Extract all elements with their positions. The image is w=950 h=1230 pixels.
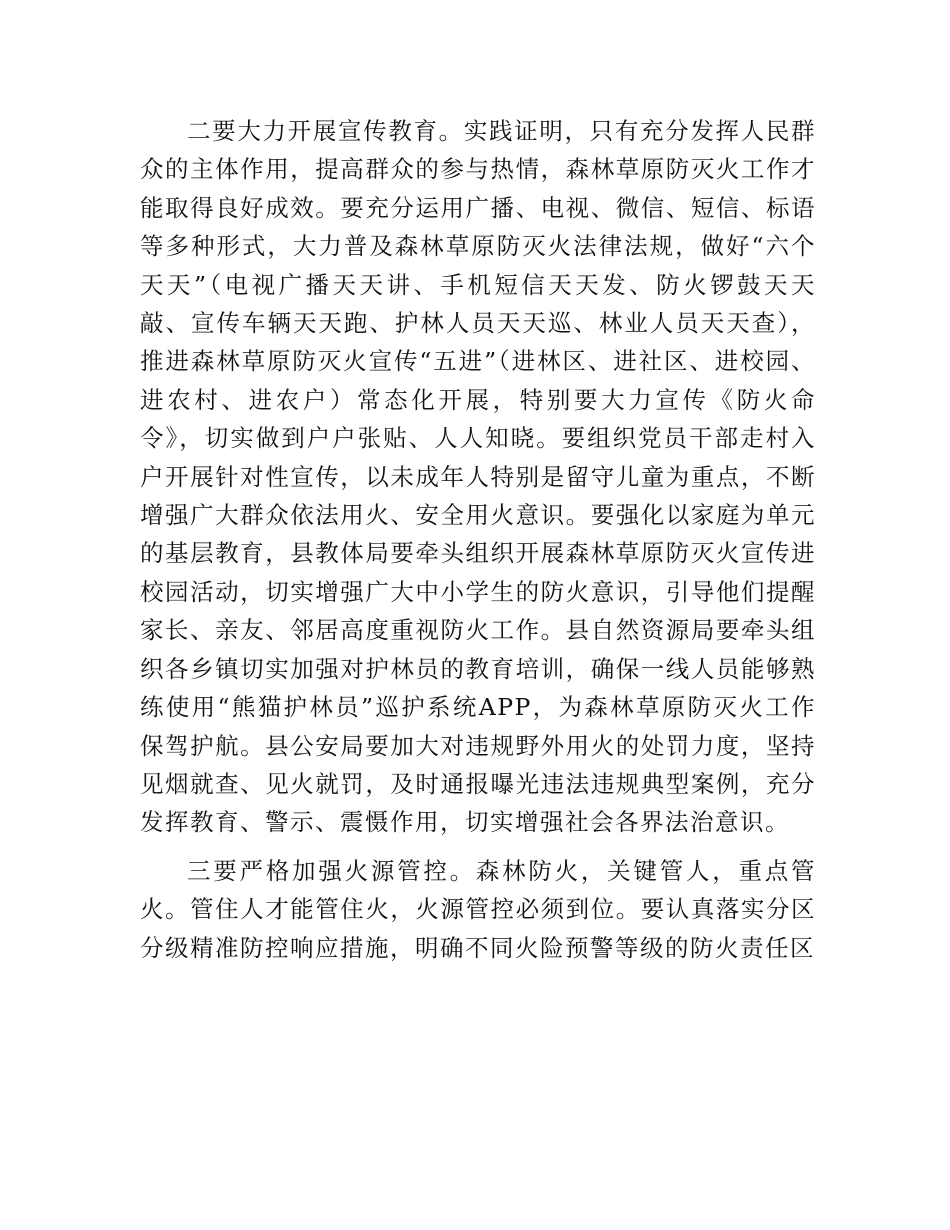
paragraph-fire-prevention-publicity: 二要大力开展宣传教育。实践证明，只有充分发挥人民群众的主体作用，提高群众的参与热情，森林草原防灭火工作才能取得良好成效。要充分运用广播、电视、微信、短信、标语等多种形式，大力普及森林草原防灭火法律法规，做好“六个天天”（电视广播天天讲、手机短信天天发、防火锣鼓天天敲、宣传车辆天天跑、护林人员天天巡、林业人员天天查），推进森林草原防灭火宣传“五进”（进林区、进社区、进校园、进农村、进农户）常态化开展，特别要大力宣传《防火命令》，切实做到户户张贴、人人知晓。要组织党员干部走村入户开展针对性宣传，以未成年人特别是留守儿童为重点，不断增强广大群众依法用火、安全用火意识。要强化以家庭为单元的基层教育，县教体局要牵头组织开展森林草原防灭火宣传进校园活动，切实增强广大中小学生的防火意识，引导他们提醒家长、亲友、邻居高度重视防火工作。县自然资源局要牵头组织各乡镇切实加强对护林员的教育培训，确保一线人员能够熟练使用“熊猫护林员”巡护系统APP，为森林草原防灭火工作保驾护航。县公安局要加大对违规野外用火的处罚力度，坚持见烟就查、见火就罚，及时通报曝光违法违规典型案例，充分发挥教育、警示、震慑作用，切实增强社会各界法治意识。 xyxy=(140,117,816,837)
document-body xyxy=(140,112,816,967)
paragraph-fire-source-control: 三要严格加强火源管控。森林防火，关键管人，重点管火。管住人才能管住火，火源管控必须到位。要认真落实分区分级精准防控响应措施，明确不同火险预警等级的防火责任区 xyxy=(140,856,816,962)
